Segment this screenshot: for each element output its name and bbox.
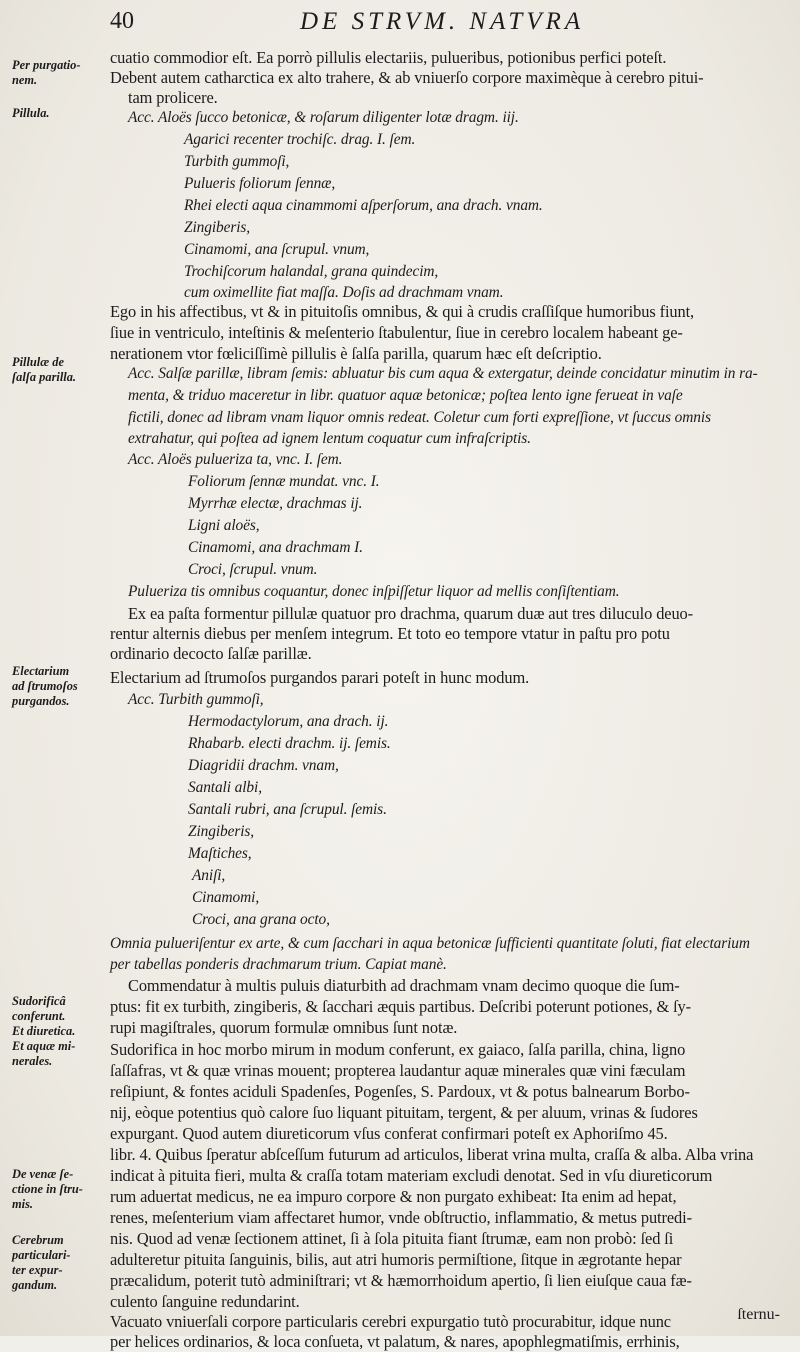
text-line: Pulueris foliorum ſennæ, <box>184 175 336 192</box>
text-line: Acc. Turbith gummoſi, <box>128 691 264 708</box>
text-line: fictili, donec ad libram vnam liquor omnis redeat. Coletur cum forti expreſſione, vt ſuccus omnis <box>128 409 711 426</box>
text-line: renes, meſenterium viam affectaret humor, vnde obſtructio, inflammatio, & metus putredi- <box>110 1208 692 1227</box>
text-line: Ex ea paſta formentur pillulæ quatuor pro drachma, quarum duæ aut tres diluculo deuo- <box>128 604 694 623</box>
marginal-notes <box>0 0 108 1336</box>
text-line: Diagridii drachm. vnam, <box>188 757 339 774</box>
text-line: indicat à pituita fieri, multa & craſſa totam materiam excludi denotat. Sed in vſu diureticorum <box>110 1166 713 1185</box>
text-line: Acc. Aloës pulueriza ta, vnc. I. ſem. <box>128 451 343 468</box>
text-line: Debent autem catharctica ex alto trahere, & ab vniuerſo corpore maximèque à cerebro pitui- <box>110 68 704 87</box>
text-line: Electarium ad ſtrumoſos purgandos parari poteſt in hunc modum. <box>110 668 530 687</box>
text-line: extrahatur, qui poſtea ad ignem lentum coquatur cum infraſcriptis. <box>128 430 531 447</box>
text-line: Pulueriza tis omnibus coquantur, donec inſpiſſetur liquor ad mellis conſiſtentiam. <box>128 583 620 600</box>
marginal-note: Cerebrum particulari- ter expur- gandum. <box>12 1233 71 1292</box>
text-line: ordinario decocto ſalſæ parillæ. <box>110 644 312 663</box>
text-line: Turbith gummoſi, <box>184 153 290 170</box>
text-line: nij, eòque potentius quò calore ſuo liquant pituitam, tergent, & per aluum, vrinas & ſudores <box>110 1103 698 1122</box>
text-line: Santali rubri, ana ſcrupul. ſemis. <box>188 801 387 818</box>
text-line: Cinamomi, ana ſcrupul. vnum, <box>184 241 370 258</box>
running-title: DE STRVM. NATVRA <box>300 8 585 35</box>
text-line: rum aduertat medicus, ne ea impuro corpore & non purgato exhibeat: Ita enim ad hepat, <box>110 1187 677 1206</box>
marginal-note: Sudorificâ conferunt. Et diuretica. Et aquæ mi- nerales. <box>12 994 76 1068</box>
text-line: rupi magiſtrales, quorum formulæ omnibus ſunt notæ. <box>110 1018 458 1037</box>
text-line: Cinamomi, <box>192 889 260 906</box>
text-line: nerationem vtor fœliciſſimè pillulis è ſalſa parilla, quarum hæc eſt deſcriptio. <box>110 344 602 363</box>
text-line: Maſtiches, <box>188 845 252 862</box>
marginal-note: Pillula. <box>12 106 50 120</box>
text-line: Ligni aloës, <box>188 517 260 534</box>
text-line: menta, & triduo maceretur in libr. quatuor aquæ betonicæ; poſtea lento igne ferueat in vaſe <box>128 387 683 404</box>
marginal-note: Electarium ad ſtrumoſos purgandos. <box>12 664 78 708</box>
text-line: ſaſſafras, vt & quæ vrinas mouent; propterea laudantur aquæ minerales quæ vini fæculam <box>110 1061 686 1080</box>
text-line: reſipiunt, & fontes aciduli Spadenſes, Pogenſes, S. Pardoux, vt & potus balnearum Borbo- <box>110 1082 690 1101</box>
text-line: Commendatur à multis puluis diaturbith ad drachmam vnam decimo quoque die ſum- <box>128 976 680 995</box>
text-line: Hermodactylorum, ana drach. ij. <box>188 713 389 730</box>
text-line: Omnia pulueriſentur ex arte, & cum ſacchari in aqua betonicæ ſufficienti quantitate ſoluti, fiat electarium <box>110 935 750 952</box>
text-line: Foliorum ſennæ mundat. vnc. I. <box>188 473 380 490</box>
text-line: Zingiberis, <box>184 219 251 236</box>
text-line: nis. Quod ad venæ ſectionem attinet, ſi à ſola pituita fiant ſtrumæ, eam non probò: ſed ſi <box>110 1229 674 1248</box>
text-line: Rhabarb. electi drachm. ij. ſemis. <box>188 735 391 752</box>
text-line: præcalidum, poterit tutò adminiſtrari; vt & hæmorrhoidum apertio, ſi lien eiuſque caua fæ- <box>110 1271 692 1290</box>
text-line: per tabellas ponderis drachmarum trium. Capiat manè. <box>110 956 447 973</box>
page-number: 40 <box>110 8 134 34</box>
text-line: per helices ordinarios, & loca conſueta, vt palatum, & nares, apophlegmatiſmis, errhinis, <box>110 1332 680 1351</box>
text-line: Acc. Salſæ parillæ, libram ſemis: abluatur bis cum aqua & extergatur, deinde concidatur minutim in ra- <box>128 365 758 382</box>
text-line: tam prolicere. <box>128 88 218 107</box>
text-line: ptus: fit ex turbith, zingiberis, & ſacchari æquis partibus. Deſcribi poterunt potiones, & ſy- <box>110 997 692 1016</box>
text-line: Rhei electi aqua cinammomi aſperſorum, ana drach. vnam. <box>184 197 543 214</box>
text-line: libr. 4. Quibus ſperatur abſceſſum futurum ad articulos, liberat vrina multa, craſſa & alba. Alba vrina <box>110 1145 754 1164</box>
text-line: Aniſi, <box>192 867 226 884</box>
text-line: Trochiſcorum halandal, grana quindecim, <box>184 263 439 280</box>
text-line: Croci, ana grana octo, <box>192 911 330 928</box>
marginal-note: Per purgatio- nem. <box>12 58 81 87</box>
text-line: Acc. Aloës ſucco betonicæ, & roſarum diligenter lotæ dragm. iij. <box>128 109 519 126</box>
text-line: cum oximellite fiat maſſa. Doſis ad drachmam vnam. <box>184 284 504 301</box>
text-line: Croci, ſcrupul. vnum. <box>188 561 318 578</box>
marginal-note: De venæ ſe- ctione in ſtru- mis. <box>12 1167 83 1211</box>
text-line: Santali albi, <box>188 779 262 796</box>
text-line: Vacuato vniuerſali corpore particularis cerebri expurgatio tutò procurabitur, idque nunc <box>110 1312 671 1331</box>
catchword: ſternu- <box>737 1306 780 1323</box>
text-line: Cinamomi, ana drachmam I. <box>188 539 363 556</box>
text-line: Ego in his affectibus, vt & in pituitoſis omnibus, & qui à crudis craſſiſque humoribus fiunt, <box>110 302 695 321</box>
text-line: rentur alternis diebus per menſem integrum. Et toto eo tempore vtatur in paſtu pro potu <box>110 624 670 643</box>
page-header <box>0 8 800 48</box>
text-line: adulteretur pituita ſanguinis, bilis, aut atri humoris permiſtione, ſitque in ægrotante hepar <box>110 1250 682 1269</box>
text-line: culento ſanguine redundarint. <box>110 1292 300 1311</box>
marginal-note: Pillulæ de ſalſa parilla. <box>12 355 77 384</box>
text-line: Myrrhæ electæ, drachmas ij. <box>188 495 363 512</box>
text-line: ſiue in ventriculo, inteſtinis & meſenterio ſtabulentur, ſiue in cerebro localem habeant ge- <box>110 323 683 342</box>
text-line: Agarici recenter trochiſc. drag. I. ſem. <box>184 131 416 148</box>
text-line: expurgant. Quod autem diureticorum vſus conferat confirmari poteſt ex Aphoriſmo 45. <box>110 1124 668 1143</box>
text-line: Sudorifica in hoc morbo mirum in modum conferunt, ex gaiaco, ſalſa parilla, china, ligno <box>110 1040 686 1059</box>
text-line: cuatio commodior eſt. Ea porrò pillulis electariis, pulueribus, potionibus perfici poteſt. <box>110 48 667 67</box>
text-line: Zingiberis, <box>188 823 255 840</box>
